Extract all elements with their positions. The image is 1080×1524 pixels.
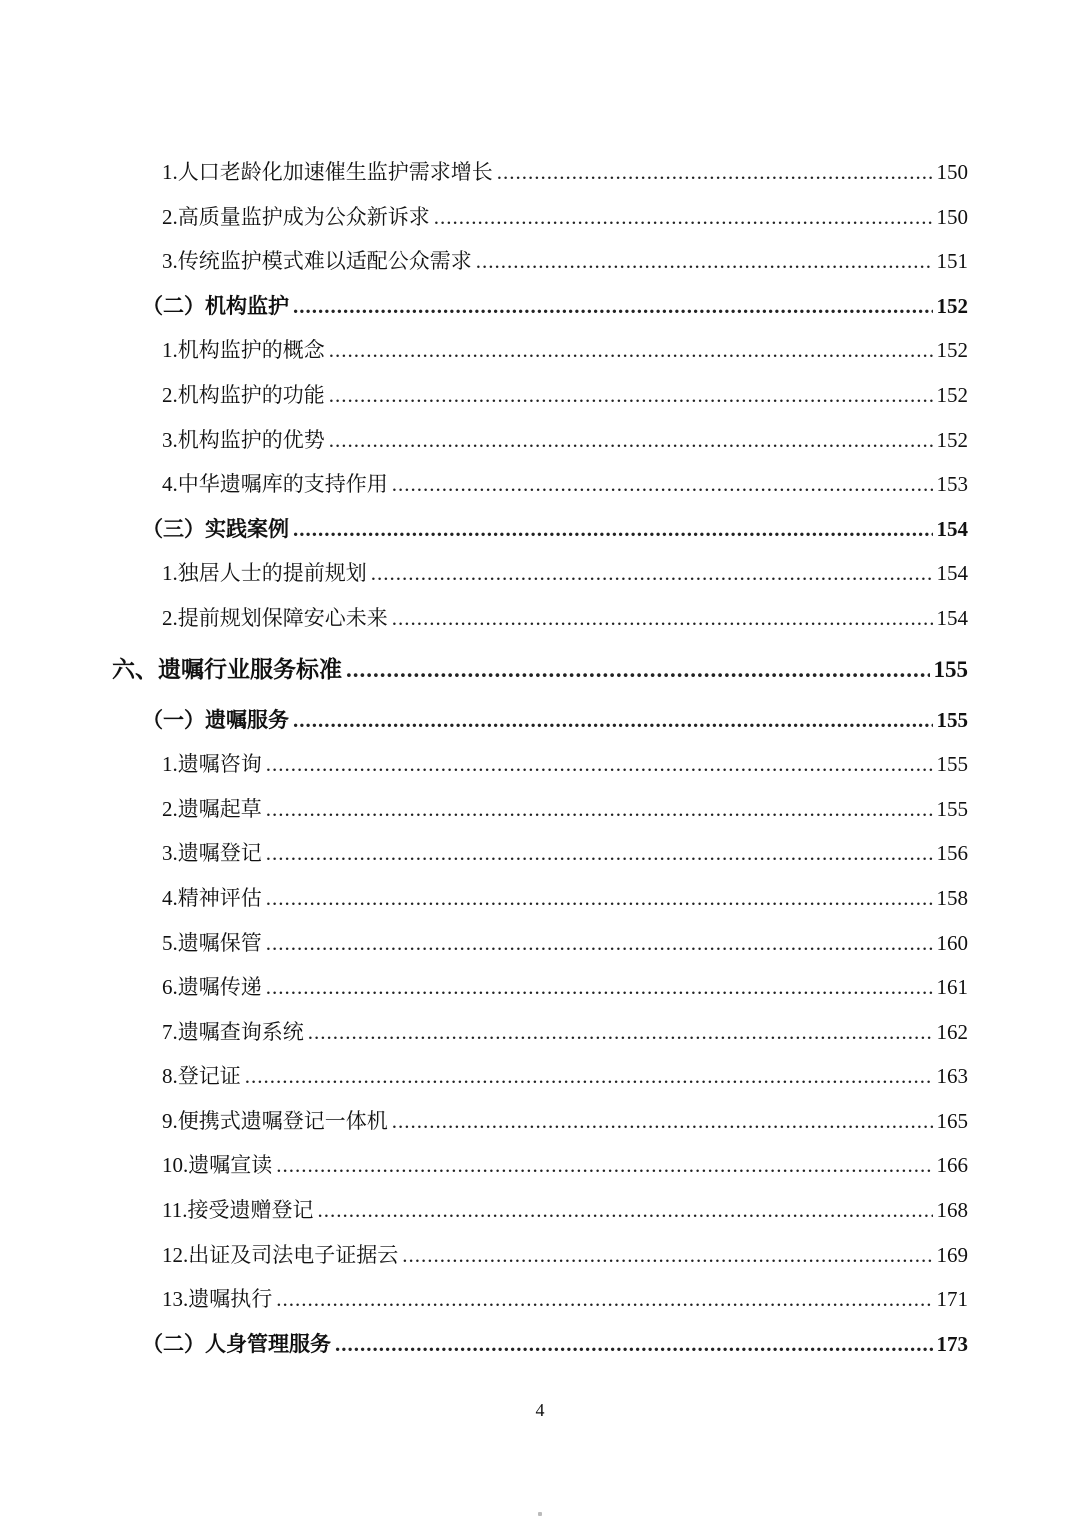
toc-dot-leader — [266, 921, 933, 966]
toc-entry-page: 152 — [936, 382, 968, 407]
toc-entry-title: 5.遗嘱保管 — [162, 930, 262, 955]
toc-entry-title: 11.接受遗赠登记 — [162, 1198, 314, 1223]
toc-item[interactable] — [0, 1233, 1080, 1278]
toc-entry-page: 152 — [936, 427, 968, 452]
toc-item[interactable] — [0, 1054, 1080, 1099]
toc-section[interactable] — [0, 1322, 1080, 1367]
toc-entry-page: 152 — [936, 293, 968, 318]
toc-item[interactable] — [0, 921, 1080, 966]
toc-entry-page: 162 — [936, 1019, 968, 1044]
toc-entry-title: 3.遗嘱登记 — [162, 841, 262, 866]
toc-dot-leader — [245, 1054, 933, 1099]
toc-entry-page: 152 — [936, 338, 968, 363]
toc-entry-page: 168 — [936, 1198, 968, 1223]
scan-mark — [538, 1512, 542, 1516]
toc-entry-title: 2.遗嘱起草 — [162, 796, 262, 821]
toc-dot-leader — [329, 328, 933, 373]
toc-entry-page: 171 — [936, 1287, 968, 1312]
toc-item[interactable] — [0, 239, 1080, 284]
toc-dot-leader — [392, 1099, 933, 1144]
toc-section[interactable] — [0, 698, 1080, 743]
toc-section[interactable] — [0, 284, 1080, 329]
toc-dot-leader — [317, 1188, 932, 1233]
toc-section[interactable] — [0, 507, 1080, 552]
toc-item[interactable] — [0, 1010, 1080, 1055]
toc-entry-title: 3.机构监护的优势 — [162, 427, 325, 452]
toc-entry-page: 155 — [936, 796, 968, 821]
toc-dot-leader — [276, 1143, 932, 1188]
toc-entry-page: 163 — [936, 1064, 968, 1089]
toc-dot-leader — [266, 787, 933, 832]
toc-entry-page: 155 — [933, 656, 968, 682]
toc-dot-leader — [266, 742, 933, 787]
toc-dot-leader — [476, 239, 933, 284]
toc-chapter[interactable] — [0, 641, 1080, 698]
toc-entry-title: 9.便携式遗嘱登记一体机 — [162, 1108, 388, 1133]
page-number: 4 — [535, 1400, 545, 1420]
toc-entry-title: 1.人口老龄化加速催生监护需求增长 — [162, 160, 493, 184]
toc-entry-title: （一）遗嘱服务 — [142, 707, 289, 732]
toc-entry-page: 154 — [936, 605, 968, 630]
toc-item[interactable] — [0, 742, 1080, 787]
toc-entry-page: 158 — [936, 885, 968, 910]
toc-entry-title: 4.中华遗嘱库的支持作用 — [162, 472, 388, 497]
toc-dot-leader — [392, 596, 933, 641]
toc-entry-title: （二）机构监护 — [142, 293, 289, 318]
toc-dot-leader — [329, 418, 933, 463]
toc-dot-leader — [371, 551, 933, 596]
toc-entry-page: 151 — [936, 249, 968, 274]
toc-item[interactable] — [0, 195, 1080, 240]
toc-entry-page: 150 — [936, 204, 968, 229]
toc-entry-page: 160 — [936, 930, 968, 955]
toc-entry-title: 2.提前规划保障安心未来 — [162, 605, 388, 630]
toc-entry-title: 6.遗嘱传递 — [162, 975, 262, 1000]
toc-entry-page: 150 — [936, 160, 968, 184]
toc-entry-title: 2.高质量监护成为公众新诉求 — [162, 204, 430, 229]
toc-dot-leader — [497, 150, 933, 195]
toc-entry-page: 155 — [936, 707, 968, 732]
toc-item[interactable] — [0, 876, 1080, 921]
toc-entry-title: 1.遗嘱咨询 — [162, 752, 262, 777]
toc-item[interactable] — [0, 965, 1080, 1010]
toc-dot-leader — [293, 284, 933, 329]
toc-entry-title: 1.独居人士的提前规划 — [162, 561, 367, 586]
toc-entry-title: 3.传统监护模式难以适配公众需求 — [162, 249, 472, 274]
toc-dot-leader — [266, 876, 933, 921]
toc-dot-leader — [276, 1277, 932, 1322]
table-of-contents — [0, 150, 1080, 1366]
toc-entry-page: 155 — [936, 752, 968, 777]
toc-dot-leader — [329, 373, 933, 418]
toc-dot-leader — [293, 507, 933, 552]
toc-entry-page: 154 — [936, 561, 968, 586]
toc-item[interactable] — [0, 1277, 1080, 1322]
toc-dot-leader — [346, 641, 930, 698]
toc-dot-leader — [335, 1322, 933, 1367]
toc-entry-title: 2.机构监护的功能 — [162, 382, 325, 407]
toc-entry-page: 165 — [936, 1108, 968, 1133]
toc-dot-leader — [434, 195, 933, 240]
toc-entry-page: 154 — [936, 516, 968, 541]
toc-dot-leader — [266, 965, 933, 1010]
toc-dot-leader — [392, 462, 933, 507]
toc-item[interactable] — [0, 831, 1080, 876]
toc-dot-leader — [402, 1233, 932, 1278]
toc-item[interactable] — [0, 418, 1080, 463]
toc-entry-page: 153 — [936, 472, 968, 497]
toc-entry-title: 4.精神评估 — [162, 885, 262, 910]
toc-item[interactable] — [0, 373, 1080, 418]
toc-entry-page: 173 — [936, 1331, 968, 1356]
toc-dot-leader — [266, 831, 933, 876]
toc-entry-title: 13.遗嘱执行 — [162, 1287, 273, 1312]
toc-entry-page: 166 — [936, 1153, 968, 1178]
toc-item[interactable] — [0, 150, 1080, 195]
toc-dot-leader — [293, 698, 933, 743]
toc-item[interactable] — [0, 462, 1080, 507]
toc-entry-page: 156 — [936, 841, 968, 866]
toc-entry-page: 161 — [936, 975, 968, 1000]
toc-item[interactable] — [0, 328, 1080, 373]
toc-entry-title: 1.机构监护的概念 — [162, 338, 325, 363]
toc-item[interactable] — [0, 551, 1080, 596]
toc-entry-title: 六、遗嘱行业服务标准 — [112, 656, 342, 682]
toc-entry-title: 8.登记证 — [162, 1064, 241, 1089]
toc-item[interactable] — [0, 787, 1080, 832]
toc-entry-title: 7.遗嘱查询系统 — [162, 1019, 304, 1044]
toc-entry-title: 10.遗嘱宣读 — [162, 1153, 273, 1178]
toc-item[interactable] — [0, 1099, 1080, 1144]
toc-item[interactable] — [0, 1188, 1080, 1233]
toc-item[interactable] — [0, 1143, 1080, 1188]
toc-dot-leader — [308, 1010, 933, 1055]
toc-entry-title: （三）实践案例 — [142, 516, 289, 541]
toc-item[interactable] — [0, 596, 1080, 641]
toc-entry-title: （二）人身管理服务 — [142, 1331, 331, 1356]
toc-entry-page: 169 — [936, 1242, 968, 1267]
toc-entry-title: 12.出证及司法电子证据云 — [162, 1242, 399, 1267]
